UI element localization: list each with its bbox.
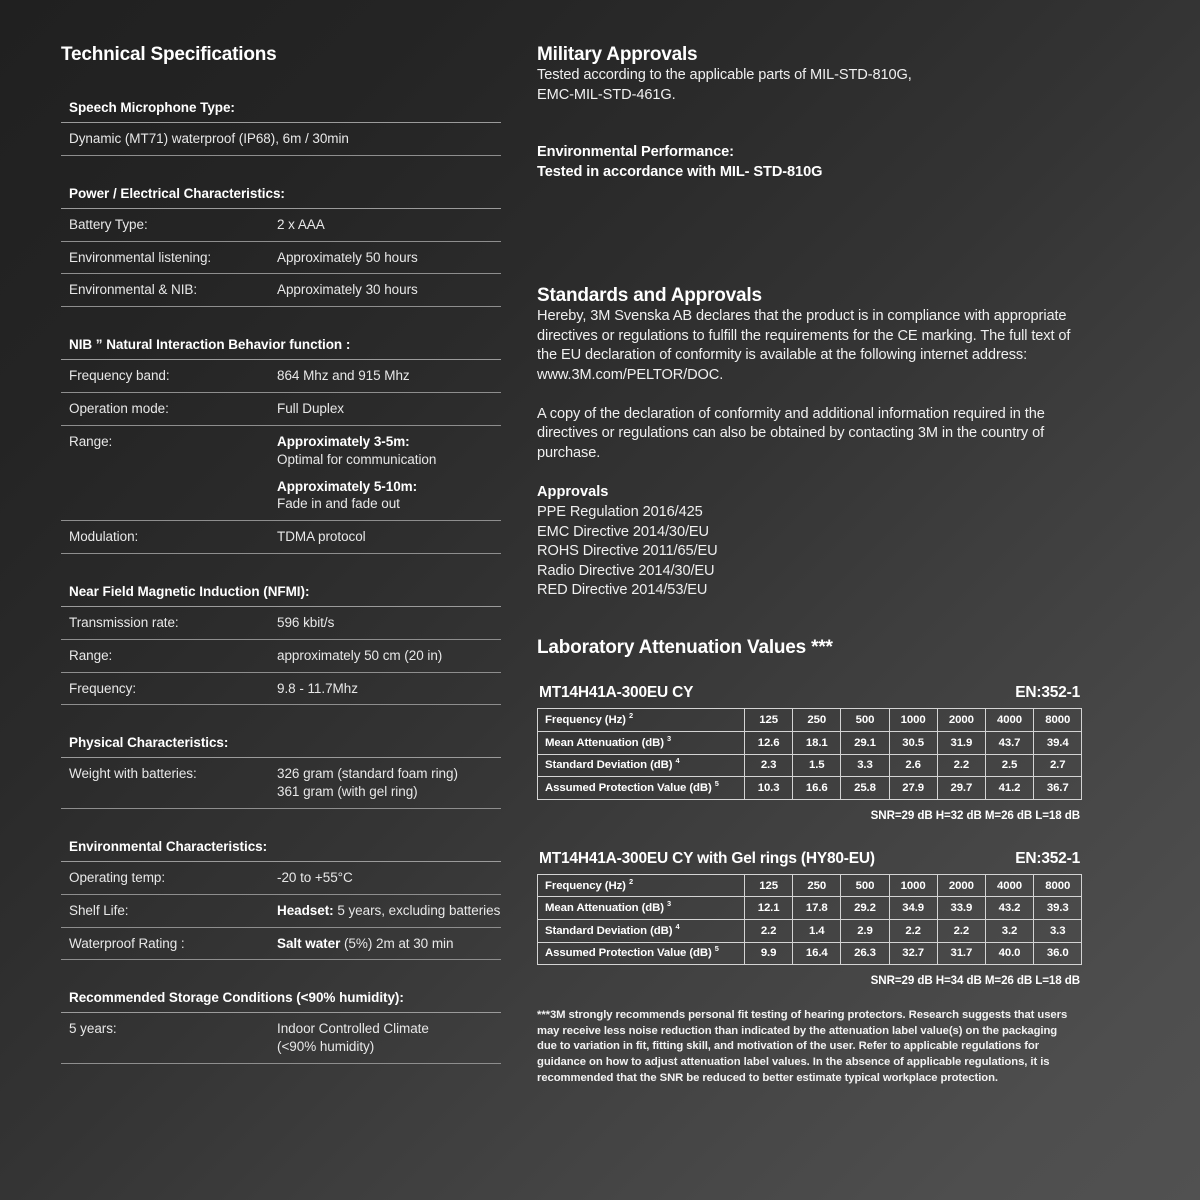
- table-cell: 2.3: [745, 754, 793, 777]
- spec-group: [61, 731, 501, 809]
- table-row: [538, 709, 1082, 732]
- table-row-header: Frequency (Hz) $^2$: [538, 709, 745, 732]
- standards-approvals-section: [537, 285, 1082, 601]
- table-cell: 25.8: [841, 777, 889, 800]
- spec-value-line: Indoor Controlled Climate: [277, 1021, 429, 1037]
- standards-approvals-title: Standards and Approvals: [537, 285, 762, 307]
- standards-paragraph-2: A copy of the declaration of conformity and additional information required in the directives or regulations can also be obtained by contacting 3M in the country of purchase.: [537, 406, 1045, 461]
- spacer: [537, 601, 1082, 637]
- spec-row: [61, 123, 501, 156]
- attenuation-table-caption: [537, 684, 1082, 708]
- spec-row-value: approximately 50 cm (20 in): [277, 647, 443, 663]
- table-cell: 31.7: [937, 942, 985, 965]
- table-cell: 2.2: [745, 920, 793, 943]
- table-cell: 2.2: [937, 754, 985, 777]
- table-cell: 10.3: [745, 777, 793, 800]
- table-cell: 3.3: [841, 754, 889, 777]
- spec-row-label: Battery Type:: [69, 216, 148, 232]
- spec-value-emphasis: Approximately 3-5m:: [277, 433, 410, 449]
- footnote-marker: 3: [667, 899, 672, 909]
- spec-row-label: 5 years:: [69, 1021, 117, 1037]
- footnote-marker: 5: [714, 779, 719, 789]
- environmental-performance-title: Environmental Performance:: [537, 144, 734, 161]
- spec-value-line: (<90% humidity): [277, 1039, 375, 1055]
- table-row-header: Assumed Protection Value (dB) $^5$: [538, 777, 745, 800]
- spec-row-value: 864 Mhz and 915 Mhz: [277, 368, 410, 384]
- table-cell: 29.7: [937, 777, 985, 800]
- spacer: [277, 469, 501, 478]
- spec-row-label: Shelf Life:: [69, 902, 129, 918]
- spec-row-value: Headset: 5 years, excluding batteries: [277, 902, 501, 918]
- table-cell: 17.8: [793, 897, 841, 920]
- spec-row-label: Frequency band:: [69, 368, 170, 384]
- attenuation-tables: [537, 684, 1082, 987]
- table-cell: 2.9: [841, 920, 889, 943]
- spec-group: [61, 835, 501, 960]
- attenuation-table: [537, 708, 1082, 799]
- spec-value-line: 326 gram (standard foam ring): [277, 766, 458, 782]
- table-cell: 8000: [1034, 874, 1082, 897]
- attenuation-model-name: MT14H41A-300EU CY with Gel rings (HY80-EU): [539, 849, 875, 867]
- spec-row-label: Modulation:: [69, 529, 139, 545]
- table-row: [538, 920, 1082, 943]
- table-cell: 41.2: [985, 777, 1033, 800]
- table-row: [538, 874, 1082, 897]
- table-cell: 26.3: [841, 942, 889, 965]
- spec-value-emphasis: Approximately 5-10m:: [277, 478, 418, 494]
- attenuation-table-caption: [537, 850, 1082, 874]
- table-cell: 3.3: [1034, 920, 1082, 943]
- snr-summary: SNR=29 dB H=32 dB M=26 dB L=18 dB: [870, 808, 1080, 822]
- spec-row-value: 9.8 - 11.7Mhz: [277, 680, 358, 696]
- spec-row-label: Frequency:: [69, 680, 137, 696]
- approval-item: EMC Directive 2014/30/EU: [537, 523, 709, 540]
- left-column: [61, 44, 501, 1090]
- spec-row: [61, 640, 501, 673]
- spec-group-heading: Near Field Magnetic Induction (NFMI):: [61, 580, 501, 607]
- table-row-header: Assumed Protection Value (dB) $^5$: [538, 942, 745, 965]
- table-cell: 4000: [985, 874, 1033, 897]
- spec-row: [61, 360, 501, 393]
- spec-row-value: Full Duplex: [277, 401, 344, 417]
- spec-row: [61, 862, 501, 895]
- table-cell: 39.4: [1034, 732, 1082, 755]
- spec-row-label: Dynamic (MT71) waterproof (IP68), 6m / 30min: [69, 131, 349, 146]
- table-cell: 2.5: [985, 754, 1033, 777]
- standards-paragraph-1: Hereby, 3M Svenska AB declares that the product is in compliance with appropriate directives or regulations to fulfill the requirements for the CE marking. The full text of the EU declaration of conformity is available at the following internet address: www.3M.com/PELTOR/DOC.: [537, 308, 1071, 383]
- table-cell: 29.2: [841, 897, 889, 920]
- spec-row: [61, 1013, 501, 1064]
- table-cell: 18.1: [793, 732, 841, 755]
- table-cell: 8000: [1034, 709, 1082, 732]
- table-cell: 1000: [889, 874, 937, 897]
- military-approvals-line-1: Tested according to the applicable parts of MIL-STD-810G,: [537, 67, 912, 84]
- spec-row: [61, 426, 501, 521]
- spec-group: [61, 96, 501, 156]
- spec-row-value: Salt water (5%) 2m at 30 min: [277, 935, 454, 951]
- footnote-marker: 4: [675, 756, 680, 766]
- spec-row-label: Operating temp:: [69, 870, 166, 885]
- spec-row-label: Range:: [69, 647, 113, 663]
- military-approvals-title: Military Approvals: [537, 44, 698, 65]
- footnote-marker: 5: [714, 944, 719, 954]
- spec-row-value: [277, 433, 501, 513]
- table-cell: 2000: [937, 874, 985, 897]
- right-column: [537, 44, 1082, 1086]
- table-row: [538, 897, 1082, 920]
- table-cell: 30.5: [889, 732, 937, 755]
- table-cell: 4000: [985, 709, 1033, 732]
- spacer: [537, 105, 1082, 143]
- specification-groups: [61, 96, 501, 1064]
- spec-group: [61, 580, 501, 705]
- spec-row-value: Approximately 50 hours: [277, 249, 418, 265]
- table-cell: 27.9: [889, 777, 937, 800]
- spec-row-value: -20 to +55°C: [277, 870, 353, 885]
- spec-row-label: Range:: [69, 433, 113, 449]
- table-cell: 16.6: [793, 777, 841, 800]
- attenuation-standard-label: EN:352-1: [1015, 849, 1080, 867]
- spec-row: [61, 521, 501, 554]
- table-cell: 125: [745, 874, 793, 897]
- table-cell: 1.5: [793, 754, 841, 777]
- spec-group: [61, 986, 501, 1064]
- spec-row-label: Waterproof Rating :: [69, 935, 185, 951]
- spec-group-heading: Power / Electrical Characteristics:: [61, 182, 501, 209]
- spec-value-line: 361 gram (with gel ring): [277, 784, 418, 800]
- approval-item: PPE Regulation 2016/425: [537, 503, 703, 520]
- table-cell: 31.9: [937, 732, 985, 755]
- spacer: [537, 182, 1082, 285]
- spec-row-label: Transmission rate:: [69, 614, 179, 630]
- table-row: [538, 777, 1082, 800]
- attenuation-table: [537, 874, 1082, 965]
- spec-group-heading: NIB ” Natural Interaction Behavior function :: [61, 333, 501, 360]
- spec-value-emphasis: Headset:: [277, 902, 334, 918]
- spec-row-label: Weight with batteries:: [69, 766, 197, 782]
- table-row-header: Mean Attenuation (dB) $^3$: [538, 897, 745, 920]
- approval-item: Radio Directive 2014/30/EU: [537, 562, 715, 579]
- table-cell: 40.0: [985, 942, 1033, 965]
- table-cell: 250: [793, 709, 841, 732]
- table-cell: 29.1: [841, 732, 889, 755]
- table-cell: 16.4: [793, 942, 841, 965]
- table-row: [538, 732, 1082, 755]
- footnote-marker: 4: [675, 922, 680, 931]
- table-cell: 36.7: [1034, 777, 1082, 800]
- table-row-header: Standard Deviation (dB) $^4$: [538, 754, 745, 777]
- snr-summary: SNR=29 dB H=34 dB M=26 dB L=18 dB: [870, 974, 1080, 988]
- spacer: [537, 987, 1082, 1008]
- spec-row-value: 2 x AAA: [277, 216, 325, 232]
- attenuation-section: [537, 637, 1082, 1086]
- spec-row: [61, 242, 501, 275]
- table-cell: 34.9: [889, 897, 937, 920]
- table-cell: 32.7: [889, 942, 937, 965]
- spec-group: [61, 182, 501, 307]
- table-cell: 125: [745, 709, 793, 732]
- table-cell: 12.6: [745, 732, 793, 755]
- spacer: [537, 463, 1082, 483]
- spec-row: [61, 928, 501, 961]
- spec-value-detail: Fade in and fade out: [277, 496, 400, 512]
- table-cell: 33.9: [937, 897, 985, 920]
- table-row-header: Mean Attenuation (dB) $^3$: [538, 732, 745, 755]
- table-cell: 43.7: [985, 732, 1033, 755]
- table-cell: 2.7: [1034, 754, 1082, 777]
- footnote-marker: 2: [628, 876, 633, 886]
- table-cell: 39.3: [1034, 897, 1082, 920]
- table-row-header: Frequency (Hz) $^2$: [538, 874, 745, 897]
- attenuation-footnote: ***3M strongly recommends personal fit testing of hearing protectors. Research suggests that users may receive less noise reduction than indicated by the attenuation label value(s) on the packaging due to variation in fit, fitting skill, and motivation of the user. Refer to applicable regulations for guidance on how to adjust attenuation label values. In the absence of applicable regulations, it is recommended that the SNR be reduced to better estimate typical workplace protection.: [537, 1009, 1068, 1084]
- spec-row: [61, 673, 501, 706]
- footnote-marker: 3: [667, 734, 672, 744]
- spec-group-heading: Recommended Storage Conditions (<90% humidity):: [61, 986, 501, 1013]
- military-approvals-section: [537, 44, 1082, 182]
- table-cell: 3.2: [985, 920, 1033, 943]
- table-row: [538, 942, 1082, 965]
- spec-row-label: Environmental listening:: [69, 249, 212, 265]
- spec-row: [61, 274, 501, 307]
- approvals-list: [537, 503, 1082, 601]
- approval-item: ROHS Directive 2011/65/EU: [537, 543, 718, 560]
- spec-row: [61, 607, 501, 640]
- attenuation-title: Laboratory Attenuation Values ***: [537, 637, 833, 659]
- approval-item: RED Directive 2014/53/EU: [537, 582, 708, 599]
- table-cell: 500: [841, 874, 889, 897]
- approvals-heading: Approvals: [537, 484, 609, 501]
- spacer: [537, 659, 1082, 680]
- table-cell: 12.1: [745, 897, 793, 920]
- spec-group-heading: Environmental Characteristics:: [61, 835, 501, 862]
- table-cell: 1000: [889, 709, 937, 732]
- spec-row-value: [277, 765, 501, 801]
- spacer: [537, 385, 1082, 405]
- table-row-header: Standard Deviation (dB) $^4$: [538, 920, 745, 943]
- table-cell: 2000: [937, 709, 985, 732]
- table-cell: 2.6: [889, 754, 937, 777]
- spec-row: [61, 393, 501, 426]
- spec-row-value: Approximately 30 hours: [277, 282, 418, 298]
- table-row: [538, 754, 1082, 777]
- environmental-performance-body: Tested in accordance with MIL- STD-810G: [537, 163, 823, 180]
- spec-group-heading: Speech Microphone Type:: [61, 96, 501, 123]
- page-title: Technical Specifications: [61, 44, 277, 65]
- spec-group: [61, 333, 501, 554]
- table-cell: 2.2: [937, 920, 985, 943]
- spec-row: [61, 209, 501, 242]
- table-cell: 500: [841, 709, 889, 732]
- table-cell: 36.0: [1034, 942, 1082, 965]
- table-cell: 2.2: [889, 920, 937, 943]
- attenuation-model-name: MT14H41A-300EU CY: [539, 684, 694, 702]
- military-approvals-line-2: EMC-MIL-STD-461G.: [537, 86, 676, 103]
- attenuation-standard-label: EN:352-1: [1015, 684, 1080, 702]
- spec-value-detail: Optimal for communication: [277, 451, 437, 467]
- spec-value-emphasis: Salt water: [277, 935, 341, 951]
- spec-row-label: Operation mode:: [69, 401, 169, 417]
- table-cell: 43.2: [985, 897, 1033, 920]
- table-cell: 9.9: [745, 942, 793, 965]
- table-cell: 1.4: [793, 920, 841, 943]
- spec-row: [61, 758, 501, 809]
- attenuation-table-block: [537, 684, 1082, 821]
- spec-row-value: [277, 1020, 501, 1056]
- spec-row-label: Environmental & NIB:: [69, 282, 198, 298]
- attenuation-table-block: [537, 850, 1082, 987]
- spec-row-value: TDMA protocol: [277, 529, 366, 545]
- spec-row: [61, 895, 501, 928]
- table-cell: 250: [793, 874, 841, 897]
- spec-row-value: 596 kbit/s: [277, 614, 335, 630]
- spec-group-heading: Physical Characteristics:: [61, 731, 501, 758]
- footnote-marker: 2: [628, 711, 633, 721]
